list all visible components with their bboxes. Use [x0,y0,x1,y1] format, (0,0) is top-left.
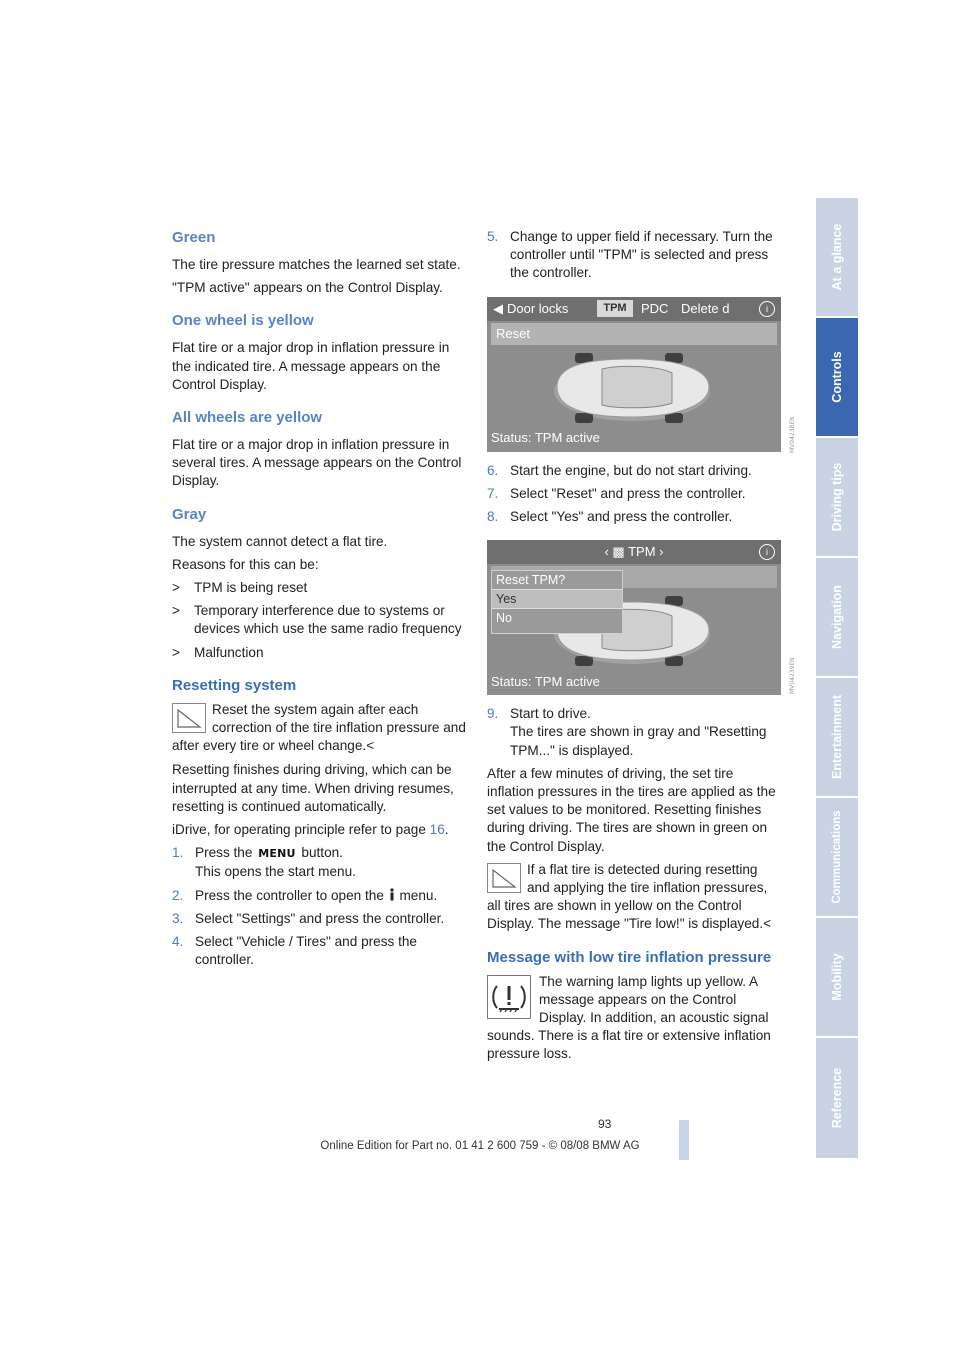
green-text-1: The tire pressure matches the learned set state. [172,257,461,272]
info-icon: i [759,544,775,560]
popup-option-yes[interactable]: Yes [492,589,622,609]
all-yellow-text: Flat tire or a major drop in inflation pressure in several tires. A message appears on the Control Display. [172,437,462,489]
tab-mobility[interactable]: Mobility [816,918,858,1038]
message-heading: Message with low tire inflation pressure [487,948,772,966]
step-item: 9. Start to drive. The tires are shown in gray and "Resetting TPM..." is displayed. [487,706,767,758]
screen-status: Status: TPM active [491,430,600,446]
screen-topbar [487,540,781,564]
warning-block: The warning lamp lights up yellow. A message appears on the Control Display. In addition, an acoustic signal sounds. There is a flat tire or extensive inflation pressure loss. [487,973,771,1062]
control-display-screen-reset [487,540,781,695]
one-yellow-text: Flat tire or a major drop in inflation pressure in the indicated tire. A message appears on the Control Display. [172,340,450,392]
end-mark: < [763,916,772,932]
reset-field: Reset [491,323,777,345]
resetting-heading: Resetting system [172,676,297,694]
control-display-screen-tpm [487,297,781,452]
end-mark: < [366,738,375,754]
menu-button-icon: MENU [256,845,297,863]
after-text: After a few minutes of driving, the set tire inflation pressures in the tires are applied as the set values to be monitored. Resetting finishes during driving. The tires are shown in green on the Control Display. [487,765,776,854]
image-code: MV04238EN [789,416,796,453]
green-heading: Green [172,229,216,246]
tab-controls[interactable]: Controls [816,318,858,438]
image-code: MV04239EN [789,657,796,694]
info-icon [388,888,396,901]
screen-topbar: ◀ Door locks TPM PDC Delete d i [487,297,781,321]
note-arrow-icon [487,863,521,893]
tab-reference[interactable]: Reference [816,1038,858,1160]
step-item: 3. Select "Settings" and press the controller. [172,910,445,926]
all-yellow-heading: All wheels are yellow [172,409,323,427]
chapter-tabs [816,198,858,1158]
gray-heading: Gray [172,505,207,523]
idrive-text: iDrive, for operating principle refer to page 16. [172,822,449,838]
info-icon: i [759,301,775,317]
tpm-tab: TPM [597,300,633,317]
popup-option-no[interactable]: No [496,611,512,626]
bullet-marker: > [172,644,180,660]
tab-at-a-glance[interactable]: At a glance [816,198,858,318]
page-link[interactable]: 16 [429,822,445,838]
footer-text: Online Edition for Part no. 01 41 2 600 759 - © 08/08 BMW AG [320,1140,640,1152]
tire-pressure-warning-icon [487,975,531,1019]
screen-status: Status: TPM active [491,674,600,690]
bullet-item: > Malfunction [172,644,466,662]
bullet-item: > TPM is being reset [172,579,466,597]
arrow-left-icon: ◀ [493,300,503,316]
note-arrow-icon [172,703,206,733]
flat-tire-note: If a flat tire is detected during resetting and applying the tire inflation pressures, all tires are shown in yellow on the Control Display. The message "Tire low!" is displayed.< [487,861,772,932]
tab-entertainment[interactable]: Entertainment [816,678,858,798]
tab-communications[interactable]: Communications [816,798,858,918]
tab-driving-tips[interactable]: Driving tips [816,438,858,558]
step-item: 5. Change to upper field if necessary. Turn the controller until "TPM" is selected and press the controller. [487,229,773,281]
car-small-icon: ▩ [612,544,625,560]
reset-text-1: Resetting finishes during driving, which can be interrupted at any time. When driving resumes, resetting is continued automatically. [172,762,454,814]
gray-text-1: The system cannot detect a flat tire. [172,533,388,549]
step-item: 6. Start the engine, but do not start driving. [487,462,752,478]
left-column [172,228,466,974]
page-number: 93 [598,1117,612,1131]
step-item: 1. Press the MENU button. This opens the start menu. [172,845,356,880]
reset-note: Reset the system again after each correction of the tire inflation pressure and after every tire or wheel change.< [172,701,466,754]
one-yellow-heading: One wheel is yellow [172,312,314,330]
step-item: 8. Select "Yes" and press the controller. [487,509,733,525]
reset-popup-menu [491,570,623,634]
step-item: 4. Select "Vehicle / Tires" and press the controller. [172,934,417,968]
tab-navigation[interactable]: Navigation [816,558,858,678]
step-item: 7. Select "Reset" and press the controller. [487,485,746,501]
green-text-2: "TPM active" appears on the Control Display. [172,280,443,296]
gray-text-2: Reasons for this can be: [172,556,319,572]
bullet-item: > Temporary interference due to systems or devices which use the same radio frequency [172,603,462,637]
car-icon [547,347,717,429]
step-item: 2. Press the controller to open the menu. [172,887,438,903]
right-column [487,228,781,1070]
popup-title: Reset TPM? [496,573,566,588]
tpm-title: ‹ ▩ TPM › [604,544,664,560]
bullet-marker: > [172,603,180,619]
bullet-marker: > [172,580,180,596]
